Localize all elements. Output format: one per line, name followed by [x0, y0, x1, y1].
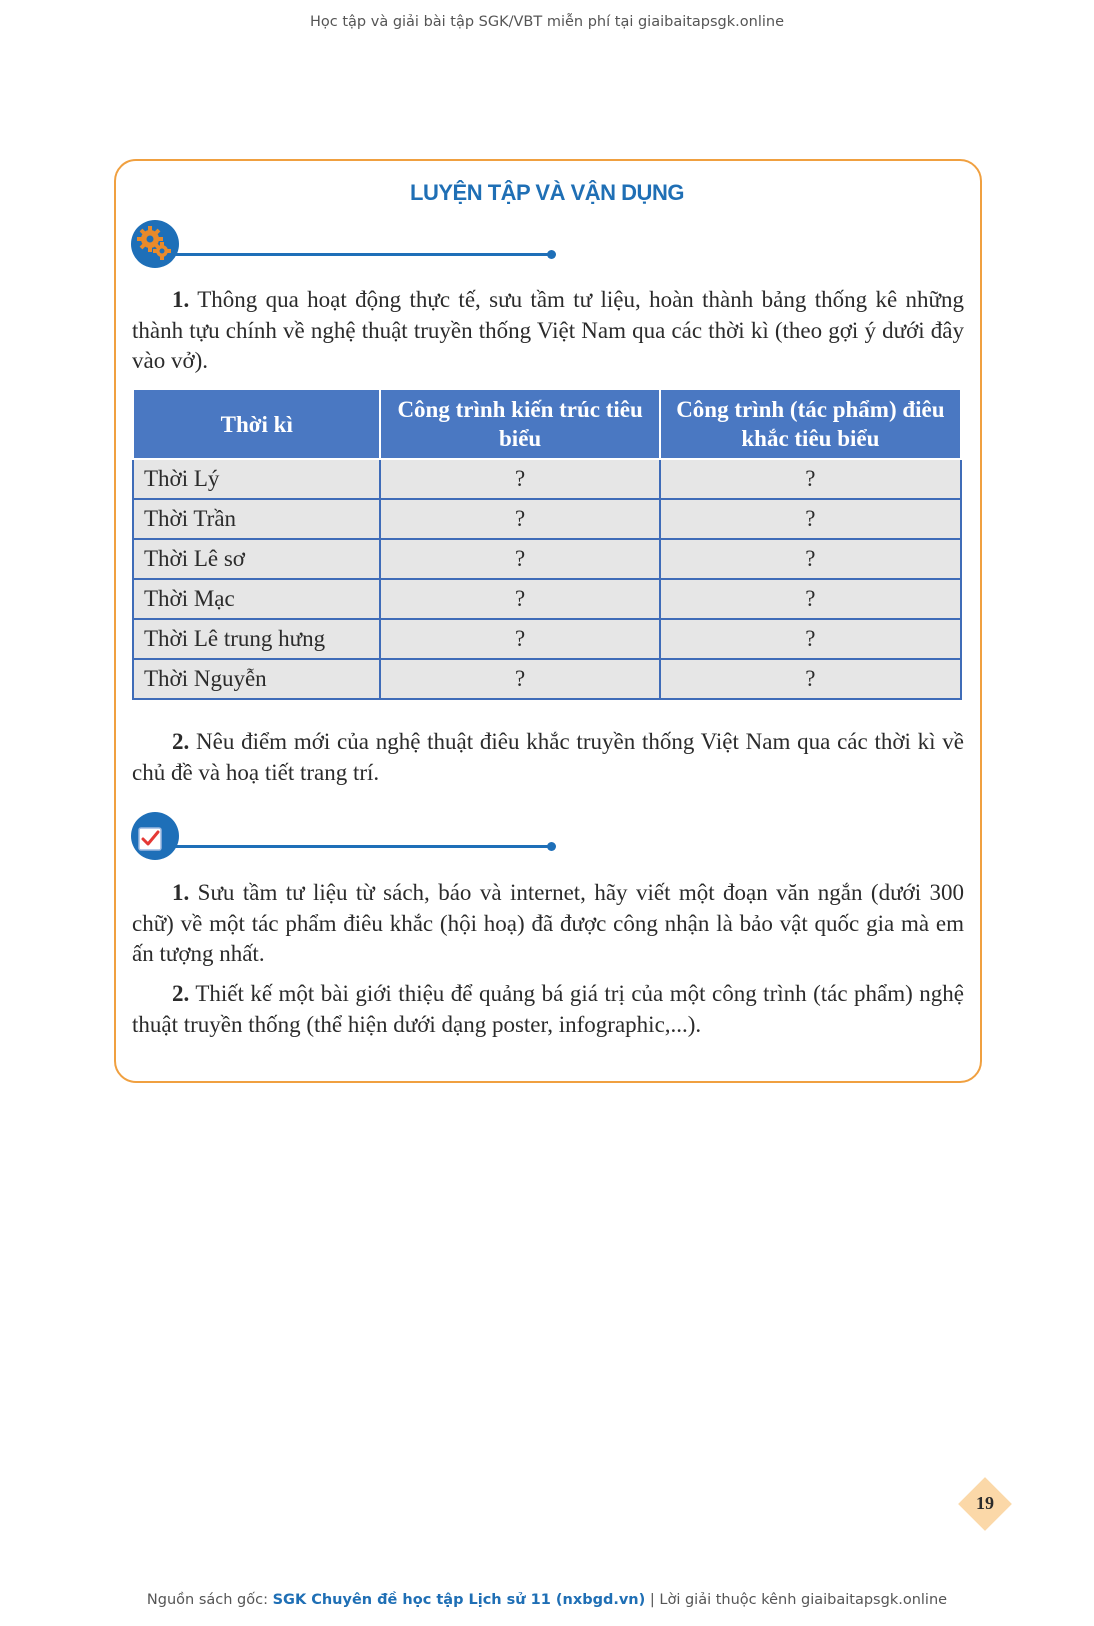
table-row: [133, 619, 961, 659]
column-header-sculpture: Công trình (tác phẩm) điêu khắc tiêu biểu: [660, 389, 961, 459]
achievements-table: [132, 388, 962, 700]
architecture-cell: ?: [380, 539, 659, 579]
period-cell: Thời Trần: [133, 499, 380, 539]
period-cell: Thời Nguyễn: [133, 659, 380, 699]
table-row: [133, 659, 961, 699]
checklist-icon: [131, 812, 179, 860]
application-divider: [175, 845, 552, 848]
architecture-cell: ?: [380, 499, 659, 539]
practice-divider: [175, 253, 552, 256]
application-divider-end: [547, 842, 556, 851]
sculpture-cell: ?: [660, 539, 961, 579]
practice-question-2: [132, 727, 964, 788]
period-cell: Thời Lê trung hưng: [133, 619, 380, 659]
architecture-cell: ?: [380, 459, 659, 499]
question-text: Thông qua hoạt động thực tế, sưu tầm tư liệu, hoàn thành bảng thống kê những thành tựu chính về nghệ thuật truyền thống Việt Nam qua các thời kì (theo gợi ý dưới đây vào vở).: [132, 287, 964, 373]
column-header-period: Thời kì: [133, 389, 380, 459]
table-row: [133, 459, 961, 499]
sculpture-cell: ?: [660, 659, 961, 699]
application-question-2: [132, 979, 964, 1040]
question-text: Thiết kế một bài giới thiệu để quảng bá giá trị của một công trình (tác phẩm) nghệ thuật truyền thống (thể hiện dưới dạng poster, infographic,...).: [132, 981, 965, 1037]
sculpture-cell: ?: [660, 459, 961, 499]
footer-source-link[interactable]: SGK Chuyên đề học tập Lịch sử 11 (nxbgd.vn): [272, 1592, 646, 1608]
page-number: 19: [976, 1493, 994, 1513]
question-number: 1.: [172, 880, 190, 905]
top-banner: Học tập và giải bài tập SGK/VBT miễn phí tại giaibaitapsgk.online: [310, 14, 784, 30]
table-row: [133, 499, 961, 539]
period-cell: Thời Lê sơ: [133, 539, 380, 579]
footer-prefix: Nguồn sách gốc:: [146, 1592, 273, 1608]
section-title: LUYỆN TẬP VÀ VẬN DỤNG: [410, 180, 684, 205]
question-text: Sưu tầm tư liệu từ sách, báo và internet, hãy viết một đoạn văn ngắn (dưới 300 chữ) về một tác phẩm điêu khắc (hội hoạ) đã được công nhận là bảo vật quốc gia mà em ấn tượng nhất.: [132, 880, 965, 966]
question-text: Nêu điểm mới của nghệ thuật điêu khắc truyền thống Việt Nam qua các thời kì về chủ đề và hoạ tiết trang trí.: [132, 729, 965, 785]
period-cell: Thời Lý: [133, 459, 380, 499]
practice-divider-end: [547, 250, 556, 259]
application-question-1: [132, 878, 964, 970]
table-header-row: [133, 389, 961, 459]
table-row: [133, 579, 961, 619]
architecture-cell: ?: [380, 659, 659, 699]
question-number: 2.: [172, 729, 190, 754]
period-cell: Thời Mạc: [133, 579, 380, 619]
architecture-cell: ?: [380, 579, 659, 619]
footer-suffix: | Lời giải thuộc kênh giaibaitapsgk.online: [645, 1592, 948, 1608]
column-header-architecture: Công trình kiến trúc tiêu biểu: [380, 389, 659, 459]
sculpture-cell: ?: [660, 579, 961, 619]
footer: [0, 1592, 1094, 1608]
practice-question-1: [132, 285, 964, 377]
question-number: 2.: [172, 981, 190, 1006]
question-number: 1.: [172, 287, 190, 312]
table-row: [133, 539, 961, 579]
sculpture-cell: ?: [660, 619, 961, 659]
sculpture-cell: ?: [660, 499, 961, 539]
architecture-cell: ?: [380, 619, 659, 659]
gears-icon: [131, 220, 179, 268]
